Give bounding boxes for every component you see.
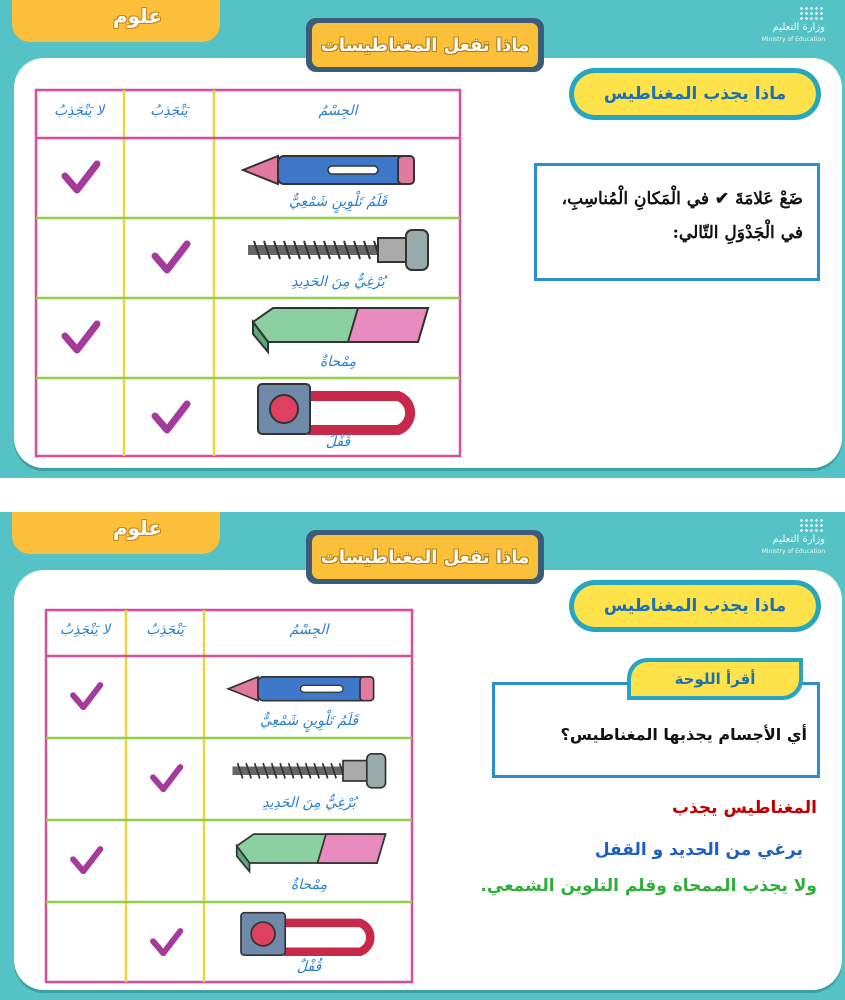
table-header-1: يَنْجَذِبُ: [150, 103, 188, 119]
table-row-label: قَلَمُ تَلْوِينٍ شَمْعِيٌّ: [259, 713, 359, 730]
topic-title: ماذا تفعل المغناطيسات: [312, 535, 538, 579]
table-header-2: لا يَنْجَذِبُ: [53, 103, 105, 119]
table-row-label: بُرْغِيٌّ مِنَ الحَدِيدِ: [262, 795, 356, 812]
table-row-label: قُفْلٌ: [325, 434, 351, 450]
question-title-pill: [569, 68, 821, 120]
checkmark-icon: [73, 685, 100, 707]
ministry-logo: [735, 6, 825, 46]
table-header-2: لا يَنْجَذِبُ: [59, 622, 111, 638]
ministry-name-en: Ministry of Education: [761, 36, 825, 43]
checkmark-icon: [153, 931, 180, 953]
magnet-table: [34, 88, 462, 458]
ministry-dots-icon: [799, 6, 825, 20]
table-row-label: مِمْحاةٌ: [319, 354, 357, 370]
ministry-name-ar: وزارة التعليم: [772, 22, 825, 33]
screw-icon: [248, 230, 428, 270]
crayon-icon: [243, 156, 414, 184]
table-header-1: يَنْجَذِبُ: [146, 622, 184, 638]
checkmark-icon: [153, 767, 180, 789]
table-row-label: بُرْغِيٌّ مِنَ الحَدِيدِ: [291, 274, 385, 290]
checkmark-icon: [65, 324, 97, 350]
answer-line-2: برغي من الحديد و القفل: [594, 840, 803, 860]
question-title-pill: [569, 580, 821, 632]
lock-icon: [258, 384, 410, 434]
ministry-logo: [735, 518, 825, 558]
ministry-name-en: Ministry of Education: [761, 548, 825, 555]
topic-title-box: [306, 530, 544, 584]
table-row-label: مِمْحاةٌ: [290, 877, 328, 894]
subject-tab: [12, 512, 220, 554]
eraser-icon: [253, 308, 428, 352]
answer-line-1: المغناطيس يجذب: [672, 798, 817, 818]
ministry-dots-icon: [799, 518, 825, 532]
topic-title-box: [306, 18, 544, 72]
read-board-label: أقرأ اللوحة: [631, 662, 799, 696]
question-title: ماذا يجذب المغناطيس: [574, 73, 816, 115]
checkmark-icon: [73, 849, 100, 871]
table-grid: [34, 88, 462, 458]
eraser-icon: [237, 834, 386, 871]
slide-gap: [0, 478, 845, 512]
table-row-label: قُفْلٌ: [296, 959, 322, 976]
crayon-icon: [228, 677, 373, 701]
checkmark-icon: [65, 164, 97, 190]
screw-icon: [233, 754, 386, 788]
answer-line-3: ولا يجذب الممحاة وقلم التلوين الشمعي.: [480, 876, 817, 896]
subject-label: علوم: [112, 516, 162, 540]
read-board-tab: [627, 658, 803, 700]
magnet-table-2: [44, 608, 414, 984]
question-title: ماذا يجذب المغناطيس: [574, 585, 816, 627]
topic-title: ماذا تفعل المغناطيسات: [312, 23, 538, 67]
subject-label: علوم: [112, 4, 162, 28]
checkmark-icon: [155, 244, 187, 270]
checkmark-icon: [155, 404, 187, 430]
subject-tab: [12, 0, 220, 42]
table-header-0: الجِسْمُ: [289, 622, 329, 638]
read-board-box: [492, 670, 820, 778]
instruction-box: ضَعْ عَلامَةَ ✔ في الْمَكانِ الْمُناسِبِ، في الْجَدْوَلِ التّالي:: [534, 163, 820, 281]
slide-1: [0, 0, 845, 478]
ministry-name-ar: وزارة التعليم: [772, 534, 825, 545]
read-board-question: أي الأجسام يجذبها المغناطيس؟: [560, 725, 807, 744]
table-row-label: قَلَمُ تَلْوِينٍ شَمْعِيٌّ: [288, 194, 388, 210]
table-header-0: الجِسْمُ: [318, 103, 358, 119]
lock-icon: [241, 913, 370, 956]
